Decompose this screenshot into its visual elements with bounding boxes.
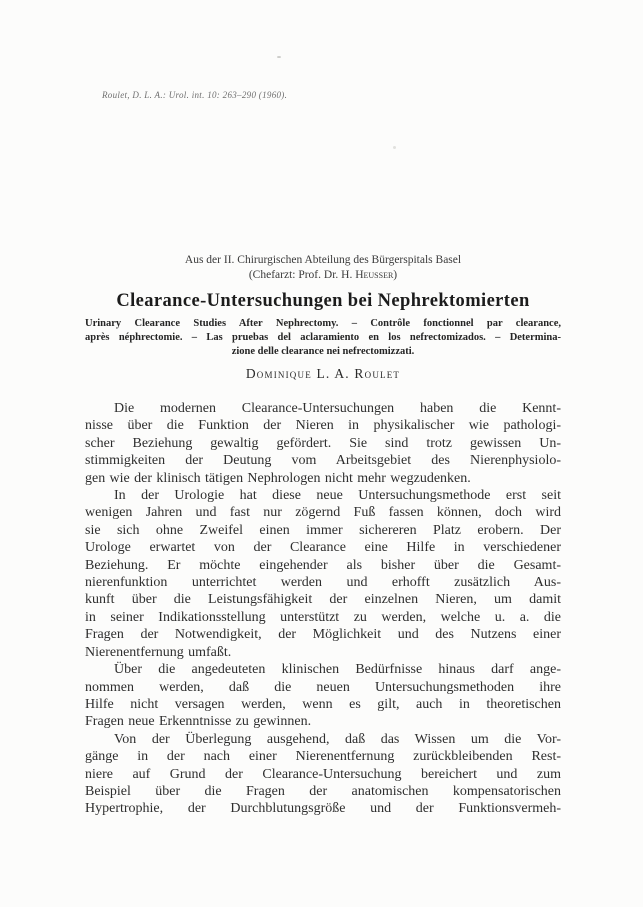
scan-artifact [393, 146, 396, 149]
affiliation-line2 [85, 268, 561, 283]
text-line: Hilfe nicht versagen werden, wenn es gilt, auch in theoretischen [85, 696, 561, 712]
text-line: Die modernen Clearance-Untersuchungen haben die Kennt- [114, 401, 561, 416]
text-line: in seiner Indikationsstellung unterstützt zu werden, welche u. a. die [85, 609, 561, 625]
text-line: niere auf Grund der Clearance-Untersuchung bereichert und zum [85, 766, 561, 782]
text-line: gen wie der klinisch tätigen Nephrologen nicht mehr wegzudenken. [85, 470, 471, 486]
text-line: stimmigkeiten der Deutung vom Arbeitsgebiet des Nierenphysiolo- [85, 453, 561, 469]
article-body [85, 400, 561, 818]
paragraph [85, 661, 561, 731]
subtitle-line: Urinary Clearance Studies After Nephrectomy. – Contrôle fonctionnel par clearance, [85, 318, 561, 329]
subtitle-line: après néphrectomie. – Las pruebas del aclaramiento en los nefrectomizados. – Determina- [85, 331, 561, 343]
text-line: Beispiel über die Fragen der anatomischen kompensatorischen [85, 783, 561, 799]
running-head-citation: Roulet, D. L. A.: Urol. int. 10: 263–290 (1960). [102, 90, 288, 100]
text-line: Von der Überlegung ausgehend, daß das Wissen um die Vor- [114, 731, 561, 747]
text-line: In der Urologie hat diese neue Untersuchungsmethode erst seit [114, 488, 561, 504]
text-line: Beziehung. Er möchte eingehender als bisher über die Gesamt- [85, 557, 561, 573]
paragraph [85, 731, 561, 818]
author-name: Dominique L. A. Roulet [245, 366, 401, 381]
text-line: Hypertrophie, der Durchblutungsgröße und der Funktionsvermeh- [85, 801, 561, 817]
text-line: kunft über die Leistungsfähigkeit der einzelnen Nieren, um damit [85, 592, 561, 608]
text-line: scher Beziehung gewaltig gefördert. Sie sind trotz gewissen Un- [85, 435, 561, 451]
scan-artifact [277, 56, 281, 58]
article-title: Clearance-Untersuchungen bei Nephrektomierten [116, 291, 530, 311]
affiliation-chefarzt-name: Heusser [355, 269, 394, 281]
text-line: Nierenentfernung umfaßt. [85, 644, 232, 660]
affiliation-line1: Aus der II. Chirurgischen Abteilung des Bürgerspitals Basel [184, 254, 462, 266]
paragraph [85, 400, 561, 487]
text-line: nommen werden, daß die neuen Untersuchungsmethoden ihre [85, 679, 561, 695]
affiliation-chefarzt-prefix: (Chefarzt: Prof. Dr. H. [248, 269, 356, 281]
text-line: nierenfunktion unterrichtet werden und erhofft zusätzlich Aus- [85, 575, 561, 591]
affiliation-block [85, 253, 561, 283]
text-line: nisse über die Funktion der Nieren in physikalischer wie pathologi- [85, 418, 561, 434]
text-line: Über die angedeuteten klinischen Bedürfnisse hinaus darf ange- [114, 662, 561, 678]
paragraph [85, 487, 561, 661]
affiliation-chefarzt-suffix: ) [393, 269, 398, 281]
text-line: Fragen der Notwendigkeit, der Möglichkeit und des Nutzens einer [85, 627, 561, 643]
text-line: wenigen Jahren und fast nur zögernd Fuß fassen können, doch wird [85, 505, 561, 521]
text-line: gänge in der nach einer Nierenentfernung zurückbleibenden Rest- [85, 749, 561, 765]
text-line: sie sich ohne Zweifel einen immer sichereren Platz erobern. Der [85, 522, 561, 538]
multilingual-subtitle [85, 317, 561, 358]
text-line: Fragen neue Erkenntnisse zu gewinnen. [85, 714, 312, 730]
subtitle-line: zione delle clearance nei nefrectomizzati. [231, 345, 415, 357]
text-line: Urologe erwartet von der Clearance eine Hilfe in verschiedener [85, 540, 561, 556]
